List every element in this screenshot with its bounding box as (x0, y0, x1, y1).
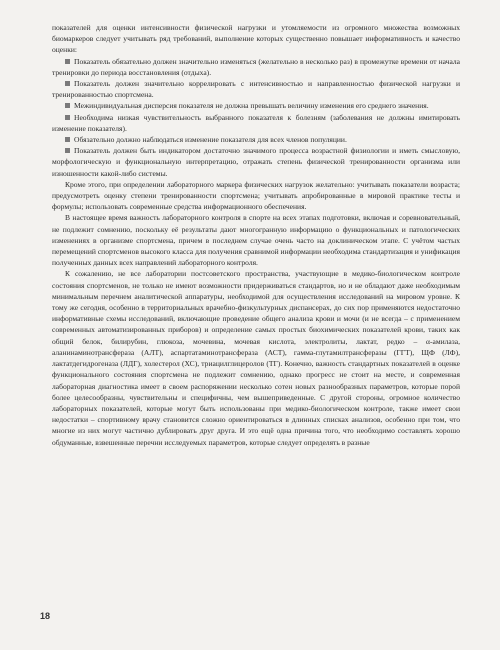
bullet-text: Показатель должен значительно коррелировать с интенсивностью и направленностью физической нагрузки и тренированностью спортсмена. (52, 79, 460, 100)
bullet-square-icon (65, 137, 70, 142)
bullet-item (52, 134, 460, 145)
paragraph: Кроме этого, при определении лабораторного маркера физических нагрузок желательно: учитывать показатели возраста; предусмотреть оценку степени тренированности спортсмена; учитывать апробированные в мировой практике тесты и формулы; использовать современные средства информационного обеспечения. (52, 179, 460, 212)
bullet-item (52, 78, 460, 100)
bullet-square-icon (65, 115, 70, 120)
paragraph: В настоящее время важность лабораторного контроля в спорте на всех этапах подготовки, включая и соревновательный, не подлежит сомнению, поскольку её результаты дают многогранную информацию о функциональных и патологических изменениях в организме спортсмена, причем в последнем случае очень часто на доклиническом этапе. С учётом частых перемещений спортсменов высокого класса для получения сравнимой информации необходима стандартизация и унификация полученных данных всех направлений лабораторного контроля. (52, 213, 460, 268)
paragraph: К сожалению, не все лаборатории постсоветского пространства, участвующие в медико-биологическом контроле состояния спортсменов, не только не имеют возможности придерживаться стандартов, но и не обладают даже необходимым минимальным перечнем аналитической аппаратуры, необходимой для осуществления исследований на мировом уровне. К тому же сегодня, особенно в территориальных врачебно-физкультурных диспансерах, до сих пор применяются недостаточно информативные схемы исследований, включающие проведение общего анализа крови и мочи (и не всегда – с применением современных автоматизированных приборов) и определение самых простых биохимических показателей крови, таких как общий белок, билирубин, глюкоза, мочевина, мочевая кислота, электролиты, лактат, редко – α-амилаза, аланинаминотрансфераза (АЛТ), аспартатаминотрансфераза (АСТ), гамма-глутамилтрансферазы (ГГТ), ЩФ (ЛФ), лактатдегидрогеназа (ЛДГ), холестерол (ХС), триацилглицеролов (ТГ). Конечно, важность стандартных показателей в оценке функционального состояния спортсмена не подлежит сомнению, однако прогресс не стоит на месте, и современная лабораторная диагностика имеет в своем распоряжении несколько сотен новых разнообразных параметров, которые порой более целесообразны, чувствительны и специфичны, чем вышеприведенные. С другой стороны, огромное количество лабораторных показателей, которые могут быть использованы при медико-биологическом контроле, также имеет свои недостатки – спортивному врачу становится сложно ориентироваться в длинных списках анализов, особенно при том, что многие из них могут частично дублировать друг друга. И это ещё одна причина того, что необходимо составлять хорошо обдуманные, взвешенные перечни исследуемых параметров, которые следует определять в разные (52, 269, 460, 447)
bullet-square-icon (65, 81, 70, 86)
bullet-text: Необходима низкая чувствительность выбранного показателя к болезням (заболевания не должны имитировать изменение показателя). (52, 112, 460, 133)
bullet-text: Показатель обязательно должен значительно изменяться (желательно в несколько раз) в промежутке времени от начала тренировки до периода восстановления (отдыха). (52, 56, 460, 77)
bullet-square-icon (65, 148, 70, 153)
bullet-text: Обязательно должно наблюдаться изменение показателя для всех членов популяции. (74, 135, 347, 145)
page-text-body (52, 22, 460, 448)
bullet-item (52, 145, 460, 179)
bullet-square-icon (65, 59, 70, 64)
bullet-text: Показатель должен быть индикатором достаточно значимого процесса возрастной физиологии и иметь смысловую, морфологическую и функциональную интерпретацию, отражать степень физической тренированности организма или изношенности какой-либо системы. (52, 146, 460, 178)
bullet-item (52, 100, 460, 111)
page-number: 18 (40, 611, 51, 621)
paragraph: показателей для оценки интенсивности физической нагрузки и утомляемости из огромного множества возможных биомаркеров следует учитывать ряд требований, выполнение которых существенно повышает информативность и качество оценки: (52, 23, 460, 55)
bullet-text: Межиндивидуальная дисперсия показателя не должна превышать величину изменения его среднего значения. (74, 101, 429, 111)
bullet-item (52, 56, 460, 78)
bullet-square-icon (65, 103, 70, 108)
bullet-item (52, 112, 460, 134)
